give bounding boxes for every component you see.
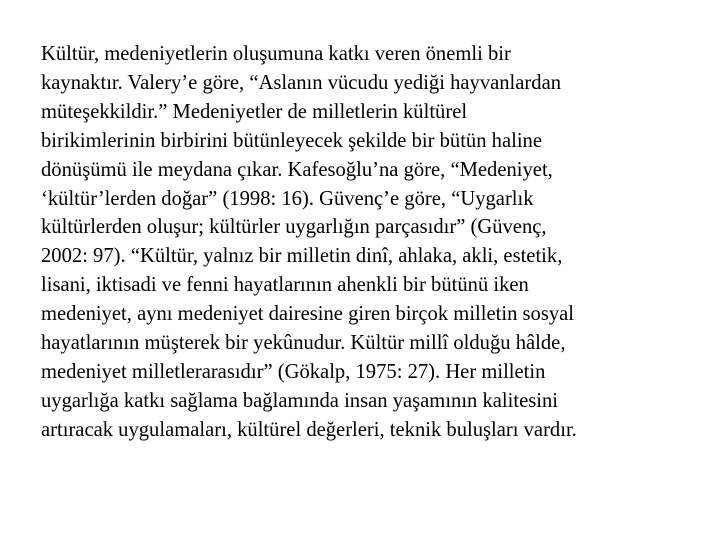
paragraph-line: müteşekkildir.” Medeniyetler de milletlerin kültürel: [41, 100, 468, 123]
paragraph-line: birikimlerinin birbirini bütünleyecek şekilde bir bütün haline: [41, 129, 542, 152]
paragraph-line: hayatlarının müşterek bir yekûnudur. Kültür millî olduğu hâlde,: [41, 332, 566, 355]
paragraph-line: medeniyet milletlerarasıdır” (Gökalp, 1975: 27). Her milletin: [41, 360, 546, 383]
paragraph-line: uygarlığa katkı sağlama bağlamında insan yaşamının kalitesini: [41, 389, 558, 412]
paragraph-line: artıracak uygulamaları, kültürel değerleri, teknik buluşları vardır.: [41, 418, 577, 441]
paragraph-line: Kültür, medeniyetlerin oluşumuna katkı veren önemli bir: [41, 43, 511, 65]
paragraph-line: dönüşümü ile meydana çıkar. Kafesoğlu’na göre, “Medeniyet,: [41, 158, 553, 181]
paragraph-line: kaynaktır. Valery’e göre, “Aslanın vücudu yediği hayvanlardan: [41, 71, 562, 94]
paragraph-line: lisani, iktisadi ve fenni hayatlarının ahenkli bir bütünü iken: [41, 274, 529, 297]
body-paragraph: [41, 40, 691, 445]
paragraph-line: ‘kültür’lerden doğar” (1998: 16). Güvenç’e göre, “Uygarlık: [41, 187, 534, 210]
paragraph-line: kültürlerden oluşur; kültürler uygarlığın parçasıdır” (Güvenç,: [41, 216, 547, 239]
paragraph-line: 2002: 97). “Kültür, yalnız bir milletin dinî, ahlaka, akli, estetik,: [41, 245, 563, 268]
paragraph-line: medeniyet, aynı medeniyet dairesine giren birçok milletin sosyal: [41, 303, 574, 326]
